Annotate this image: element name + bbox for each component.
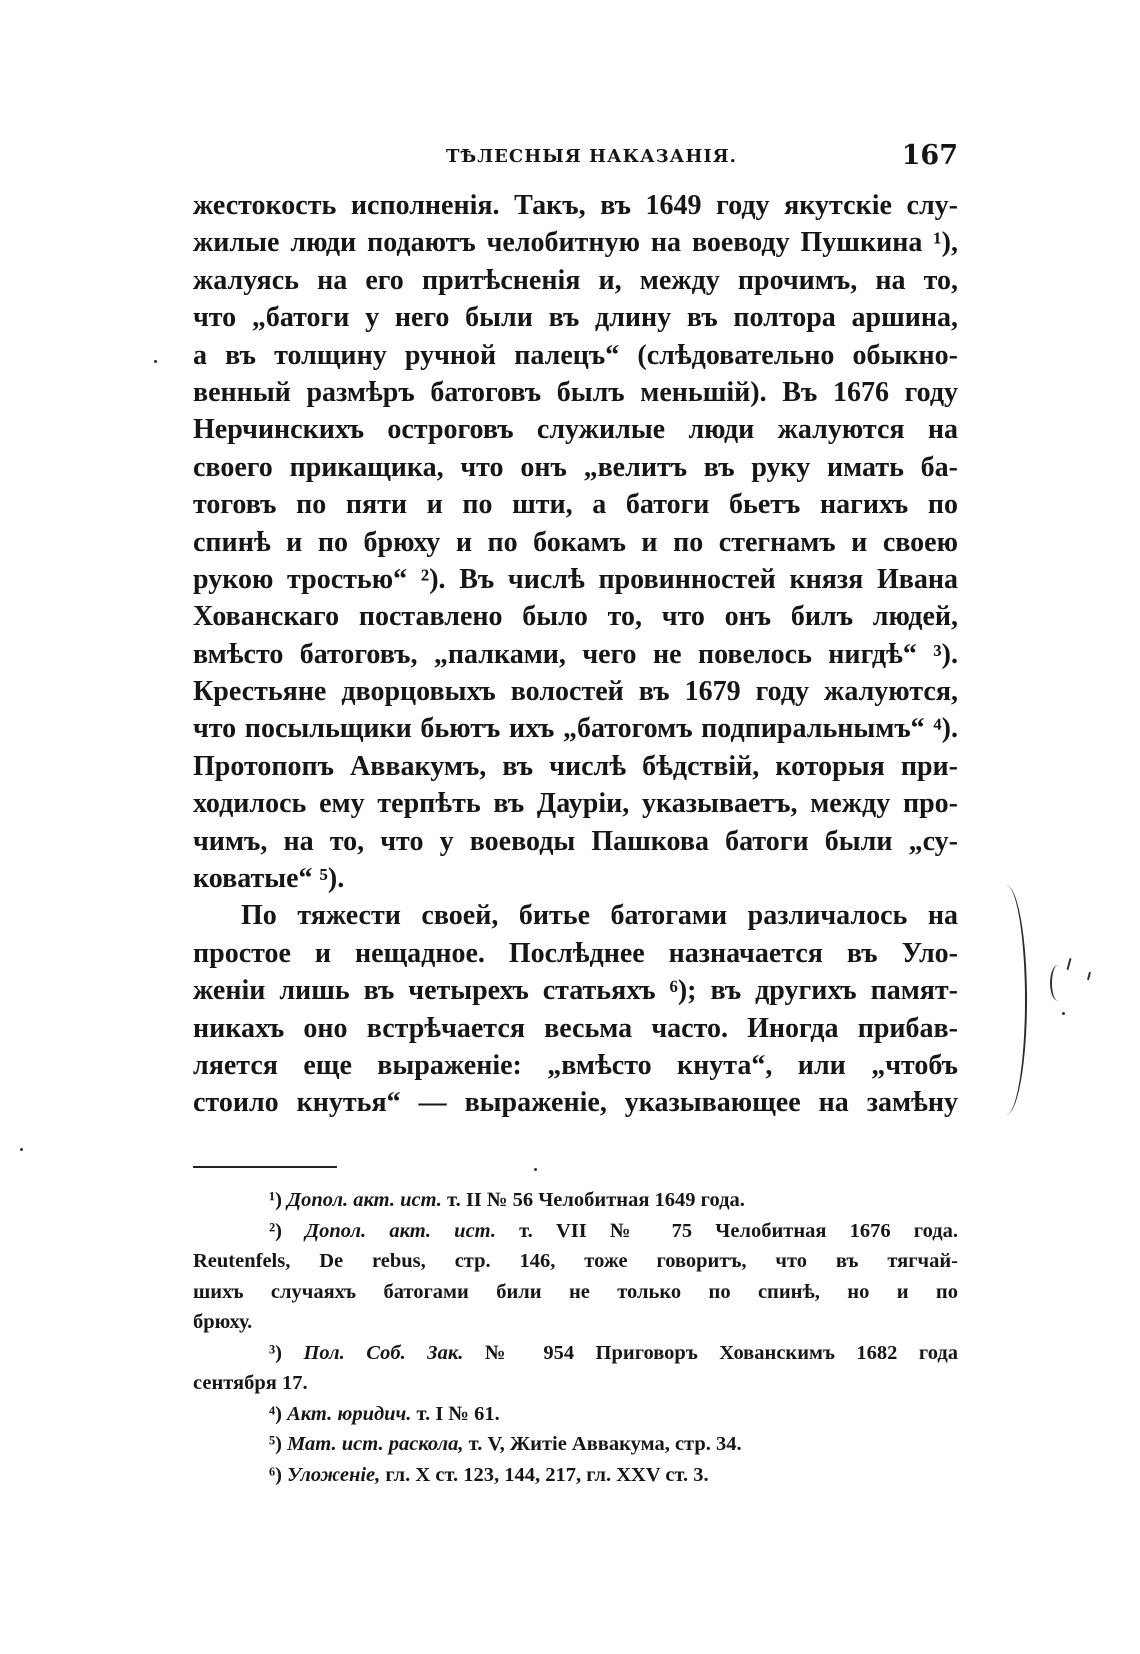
body-line: жилые люди подаютъ челобитную на воеводу Пушкина ¹), [193, 227, 958, 259]
body-line: венный размѣръ батоговъ былъ меньшій). Въ 1676 году [193, 376, 958, 408]
body-line: ляется еще выраженіе: „вмѣсто кнута“, или „чтобъ [193, 1049, 958, 1081]
footnote-source: Допол. акт. ист. [287, 1189, 442, 1211]
footnote-text: т. I № 61. [416, 1402, 500, 1425]
body-line: своего прикащика, что онъ „велитъ въ руку имать ба- [193, 451, 958, 483]
body-text [193, 187, 958, 1122]
body-line: Протопопъ Аввакумъ, въ числѣ бѣдствій, которыя при- [193, 750, 958, 782]
page-number: 167 [901, 140, 958, 171]
footnote-number: ²) [269, 1219, 282, 1242]
footnote-4 [193, 1399, 958, 1430]
body-line: Хованскаго поставлено было то, что онъ билъ людей, [193, 601, 958, 633]
footnote-source: Пол. Соб. Зак. [303, 1341, 464, 1364]
body-line: вмѣсто батоговъ, „палками, чего не повелось нигдѣ“ ³). [193, 638, 958, 670]
body-line: простое и нещадное. Послѣднее назначается въ Уло- [193, 937, 958, 969]
footnote-number: ⁶) [269, 1463, 282, 1486]
footnote-continuation: Reutenfels, De rebus, стр. 146, тоже говоритъ, что въ тягчай- [193, 1250, 958, 1272]
footnote-text: т. II № 56 Челобитная 1649 года. [447, 1189, 745, 1211]
body-line: чимъ, на то, что у воеводы Пашкова батоги были „су- [193, 825, 958, 857]
body-line: стоило кнутья“ — выраженіе, указывающее на замѣну [193, 1087, 958, 1119]
footnote-number: ⁵) [269, 1433, 282, 1455]
footnote-1 [193, 1185, 958, 1216]
footnote-5 [193, 1429, 958, 1460]
footnote-3 [193, 1338, 958, 1399]
footnote-6 [193, 1460, 958, 1491]
body-line: жалуясь на его притѣсненія и, между прочимъ, на то, [193, 264, 958, 296]
page-header [193, 140, 958, 172]
body-line: Крестьяне дворцовыхъ волостей въ 1679 году жалуются, [193, 676, 958, 708]
margin-bracket-mark [985, 885, 1027, 1115]
margin-dot-mark [534, 1168, 537, 1171]
footnote-text: т. VII № 75 Челобитная 1676 года. [519, 1219, 958, 1242]
footnote-text: т. V, Житіе Аввакума, стр. 34. [468, 1433, 742, 1455]
margin-tick-mark [1087, 972, 1091, 980]
footnote-number: ¹) [269, 1189, 282, 1211]
footnote-text: № 954 Приговоръ Хованскимъ 1682 года [484, 1341, 958, 1364]
footnote-text: гл. X ст. 123, 144, 217, гл. XXV ст. 3. [385, 1463, 709, 1486]
footnote-number: ⁴) [269, 1402, 282, 1425]
footnote-source: Мат. ист. раскола, [287, 1433, 464, 1455]
running-title: ТѢЛЕСНЫЯ НАКАЗАНІЯ. [446, 146, 737, 167]
body-line: По тяжести своей, битье батогами различалось на [241, 900, 958, 932]
margin-dot-mark [20, 1148, 23, 1151]
body-line: жестокость исполненія. Такъ, въ 1649 году якутскіе слу- [193, 190, 958, 221]
body-line: рукою тростью“ ²). Въ числѣ провинностей князя Ивана [193, 563, 958, 595]
margin-dot-mark [1062, 1012, 1065, 1015]
footnote-source: Уложеніе, [287, 1463, 381, 1486]
body-line: что „батоги у него были въ длину въ полтора аршина, [193, 302, 958, 334]
footnote-continuation: шихъ случаяхъ батогами били не только по спинѣ, но и по [193, 1280, 958, 1303]
body-line: спинѣ и по брюху и по бокамъ и по стегнамъ и своею [193, 526, 958, 558]
footnote-source: Акт. юридич. [287, 1402, 412, 1425]
margin-tick-mark [1066, 958, 1071, 970]
margin-paren-mark [1050, 965, 1066, 1001]
footnote-number: ³) [269, 1341, 282, 1364]
body-line: никахъ оно встрѣчается весьма часто. Иногда прибав- [193, 1012, 958, 1044]
body-line: коватые“ ⁵). [193, 863, 345, 895]
footnote-source: Допол. акт. ист. [305, 1219, 496, 1242]
footnote-continuation: брюху. [193, 1311, 253, 1333]
footnote-continuation: сентября 17. [193, 1372, 308, 1394]
body-line: женіи лишь въ четырехъ статьяхъ ⁶); въ другихъ памят- [193, 975, 958, 1007]
margin-dot-mark [154, 360, 157, 363]
body-line: тоговъ по пяти и по шти, а батоги бьетъ нагихъ по [193, 489, 958, 521]
body-line: а въ толщину ручной палецъ“ (слѣдовательно обыкно- [193, 339, 958, 371]
footnotes [193, 1185, 958, 1490]
body-line: Нерчинскихъ остроговъ служилые люди жалуются на [193, 414, 958, 446]
footnote-2 [193, 1216, 958, 1338]
body-line: что посыльщики бьютъ ихъ „батогомъ подпиральнымъ“ ⁴). [193, 713, 958, 745]
body-line: ходилось ему терпѣть въ Дауріи, указываетъ, между про- [193, 788, 958, 820]
footnote-divider [193, 1166, 337, 1168]
